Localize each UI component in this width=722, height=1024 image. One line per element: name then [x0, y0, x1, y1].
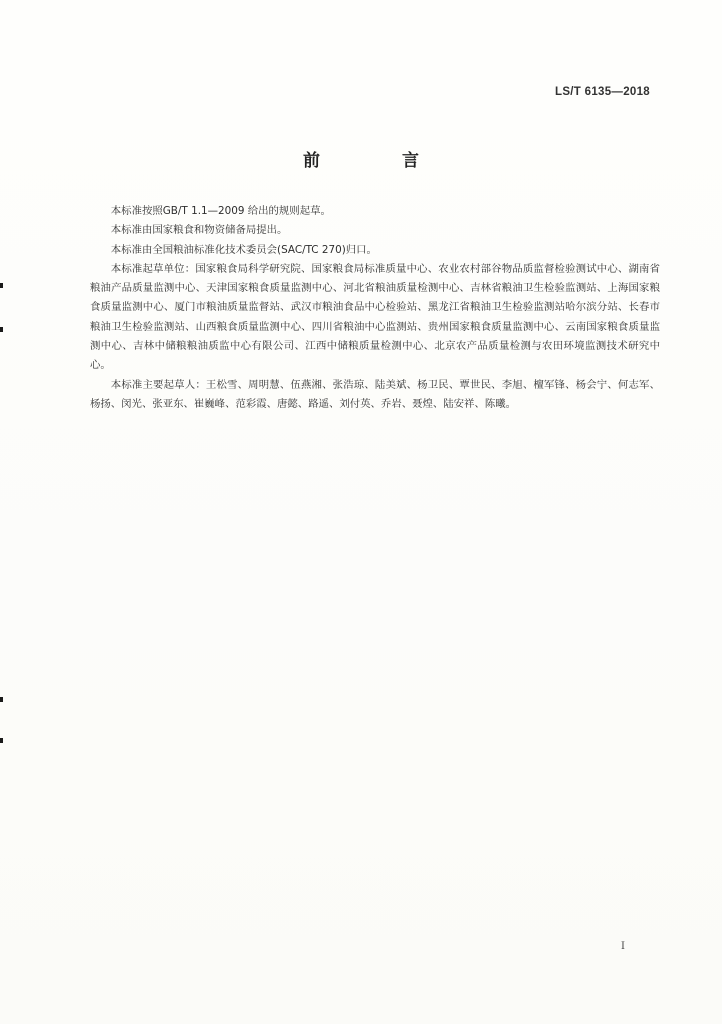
- page-number: I: [621, 941, 625, 952]
- paragraph-under-jurisdiction: 本标准由全国粮油标准化技术委员会(SAC/TC 270)归口。: [110, 243, 377, 256]
- paragraph-main-drafters: 本标准主要起草人：王松雪、周明慧、伍燕湘、张浩琼、陆美斌、杨卫民、覃世民、李旭、檀军锋、杨会宁、何志军、杨扬、闵光、张亚东、崔巍峰、范彩霞、唐懿、路遥、刘付英、乔岩、聂煌、陆安祥、陈曦。: [90, 378, 660, 410]
- binding-mark: [0, 697, 3, 702]
- foreword-body: [90, 202, 660, 414]
- standard-code: LS/T 6135—2018: [555, 86, 650, 98]
- binding-mark: [0, 283, 3, 288]
- paragraph-drafting-units: 本标准起草单位：国家粮食局科学研究院、国家粮食局标准质量中心、农业农村部谷物品质监督检验测试中心、湖南省粮油产品质量监测中心、天津国家粮食质量监测中心、河北省粮油质量检测中心、吉林省粮油卫生检验监测站、上海国家粮食质量监测中心、厦门市粮油质量监督站、武汉市粮油食品中心检验站、黑龙江省粮油卫生检验监测站哈尔滨分站、长春市粮油卫生检验监测站、山西粮食质量监测中心、四川省粮油中心监测站、贵州国家粮食质量监测中心、云南国家粮食质量监测中心、吉林中储粮粮油质监中心有限公司、江西中储粮质量检测中心、北京农产品质量检测与农田环境监测技术研究中心。: [90, 262, 660, 372]
- section-title-foreword: 前 言: [303, 151, 457, 171]
- binding-mark: [0, 738, 3, 743]
- paragraph-proposed-by: 本标准由国家粮食和物资储备局提出。: [110, 224, 288, 237]
- paragraph-drafting-rules: 本标准按照GB/T 1.1—2009 给出的规则起草。: [110, 205, 331, 217]
- binding-mark: [0, 327, 3, 332]
